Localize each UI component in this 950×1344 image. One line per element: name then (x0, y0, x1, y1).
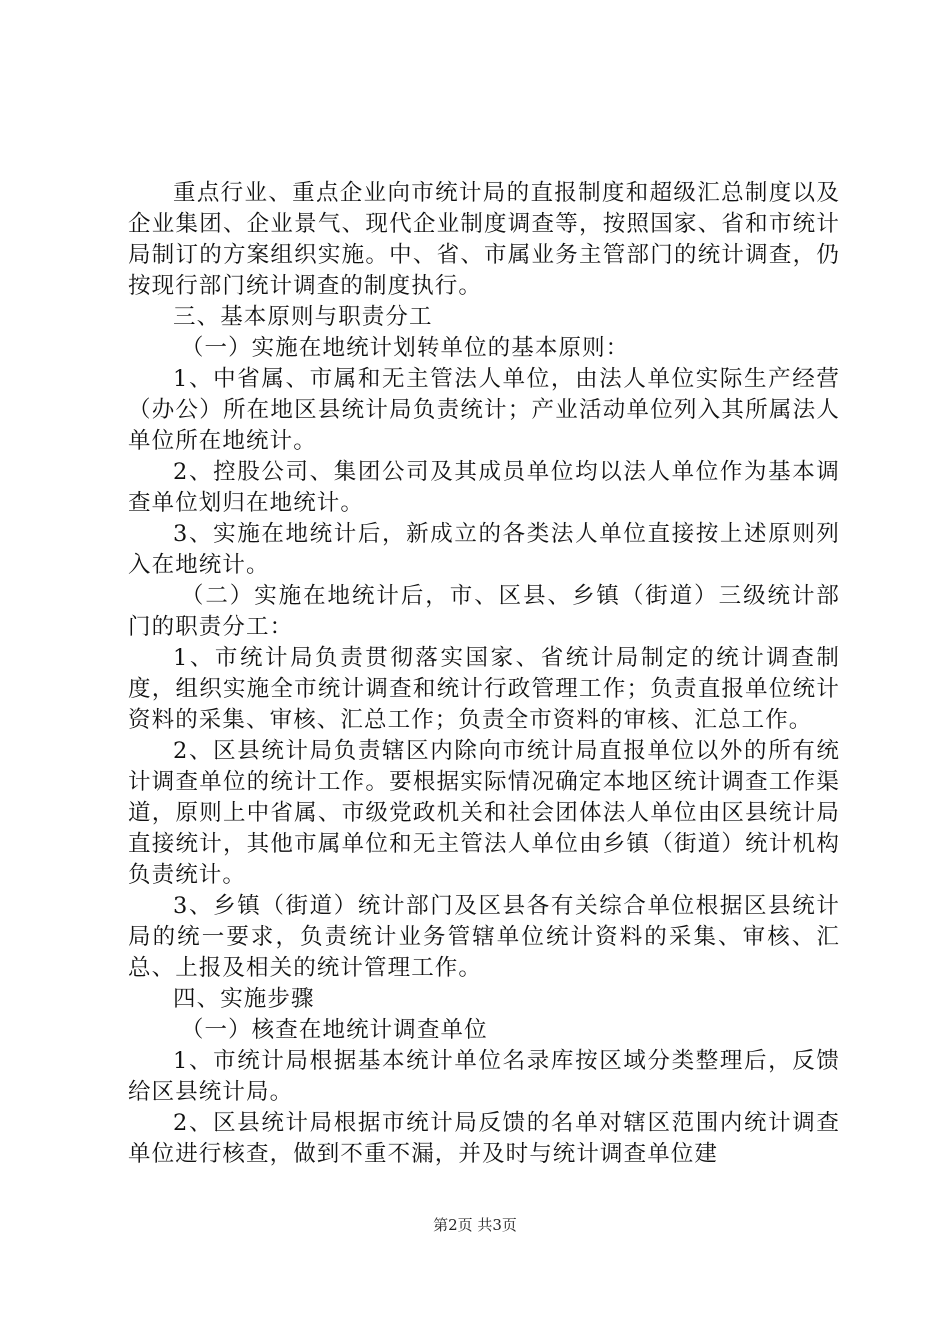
heading-basic-principles: 三、基本原则与职责分工 (173, 304, 433, 330)
document-body (128, 178, 840, 1170)
subheading-responsibilities: （二）实施在地统计后，市、区县、乡镇（街道）三级统计部门的职责分工： (128, 583, 840, 640)
subheading-transfer-principles: （一）实施在地统计划转单位的基本原则： (180, 335, 630, 361)
paragraph-responsibility-2: 2、区县统计局负责辖区内除向市统计局直报单位以外的所有统计调查单位的统计工作。要根据实际情况确定本地区统计调查工作渠道，原则上中省属、市级党政机关和社会团体法人单位由区县统计局直接统计，其他市属单位和无主管法人单位由乡镇（街道）统计机构负责统计。 (128, 738, 840, 888)
page-number-footer: 第2页 共3页 (433, 1216, 517, 1234)
paragraph-step-1: 1、市统计局根据基本统计单位名录库按区域分类整理后，反馈给区县统计局。 (128, 1048, 840, 1105)
paragraph-principle-2: 2、控股公司、集团公司及其成员单位均以法人单位作为基本调查单位划归在地统计。 (128, 459, 840, 516)
subheading-verify-units: （一）核查在地统计调查单位 (180, 1017, 488, 1043)
paragraph-principle-1: 1、中省属、市属和无主管法人单位，由法人单位实际生产经营（办公）所在地区县统计局负责统计；产业活动单位列入其所属法人单位所在地统计。 (128, 366, 840, 454)
paragraph-principle-3: 3、实施在地统计后，新成立的各类法人单位直接按上述原则列入在地统计。 (128, 521, 840, 578)
paragraph-responsibility-3: 3、乡镇（街道）统计部门及区县各有关综合单位根据区县统计局的统一要求，负责统计业务管辖单位统计资料的采集、审核、汇总、上报及相关的统计管理工作。 (128, 893, 840, 981)
paragraph-step-2: 2、区县统计局根据市统计局反馈的名单对辖区范围内统计调查单位进行核查，做到不重不漏，并及时与统计调查单位建 (128, 1110, 840, 1167)
paragraph-reporting-system: 重点行业、重点企业向市统计局的直报制度和超级汇总制度以及企业集团、企业景气、现代企业制度调查等，按照国家、省和市统计局制订的方案组织实施。中、省、市属业务主管部门的统计调查，仍按现行部门统计调查的制度执行。 (128, 180, 840, 299)
paragraph-responsibility-1: 1、市统计局负责贯彻落实国家、省统计局制定的统计调查制度，组织实施全市统计调查和统计行政管理工作；负责直报单位统计资料的采集、审核、汇总工作；负责全市资料的审核、汇总工作。 (128, 645, 840, 733)
heading-implementation-steps: 四、实施步骤 (173, 986, 315, 1012)
